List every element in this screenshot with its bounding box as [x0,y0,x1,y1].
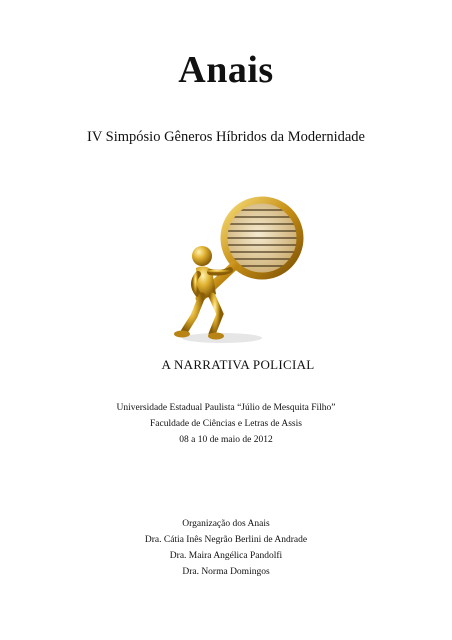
organizer-name: Dra. Maira Angélica Pandolfi [169,551,283,561]
section-heading: A NARRATIVA POLICIAL [161,357,315,372]
page-title: Anais [178,49,274,91]
organizer-name: Dra. Cátia Inês Negrão Berlini de Andrade [144,535,308,545]
event-dates: 08 a 10 de maio de 2012 [179,435,273,445]
magnifying-glass-figure-illustration [160,186,320,346]
organization-heading: Organização dos Anais [182,519,270,529]
university-name: Universidade Estadual Paulista “Júlio de Mesquita Filho” [116,403,336,413]
faculty-name: Faculdade de Ciências e Letras de Assis [150,419,302,429]
organizer-name: Dra. Norma Domingos [182,567,270,577]
symposium-subtitle: IV Simpósio Gêneros Híbridos da Modernidade [86,129,365,145]
